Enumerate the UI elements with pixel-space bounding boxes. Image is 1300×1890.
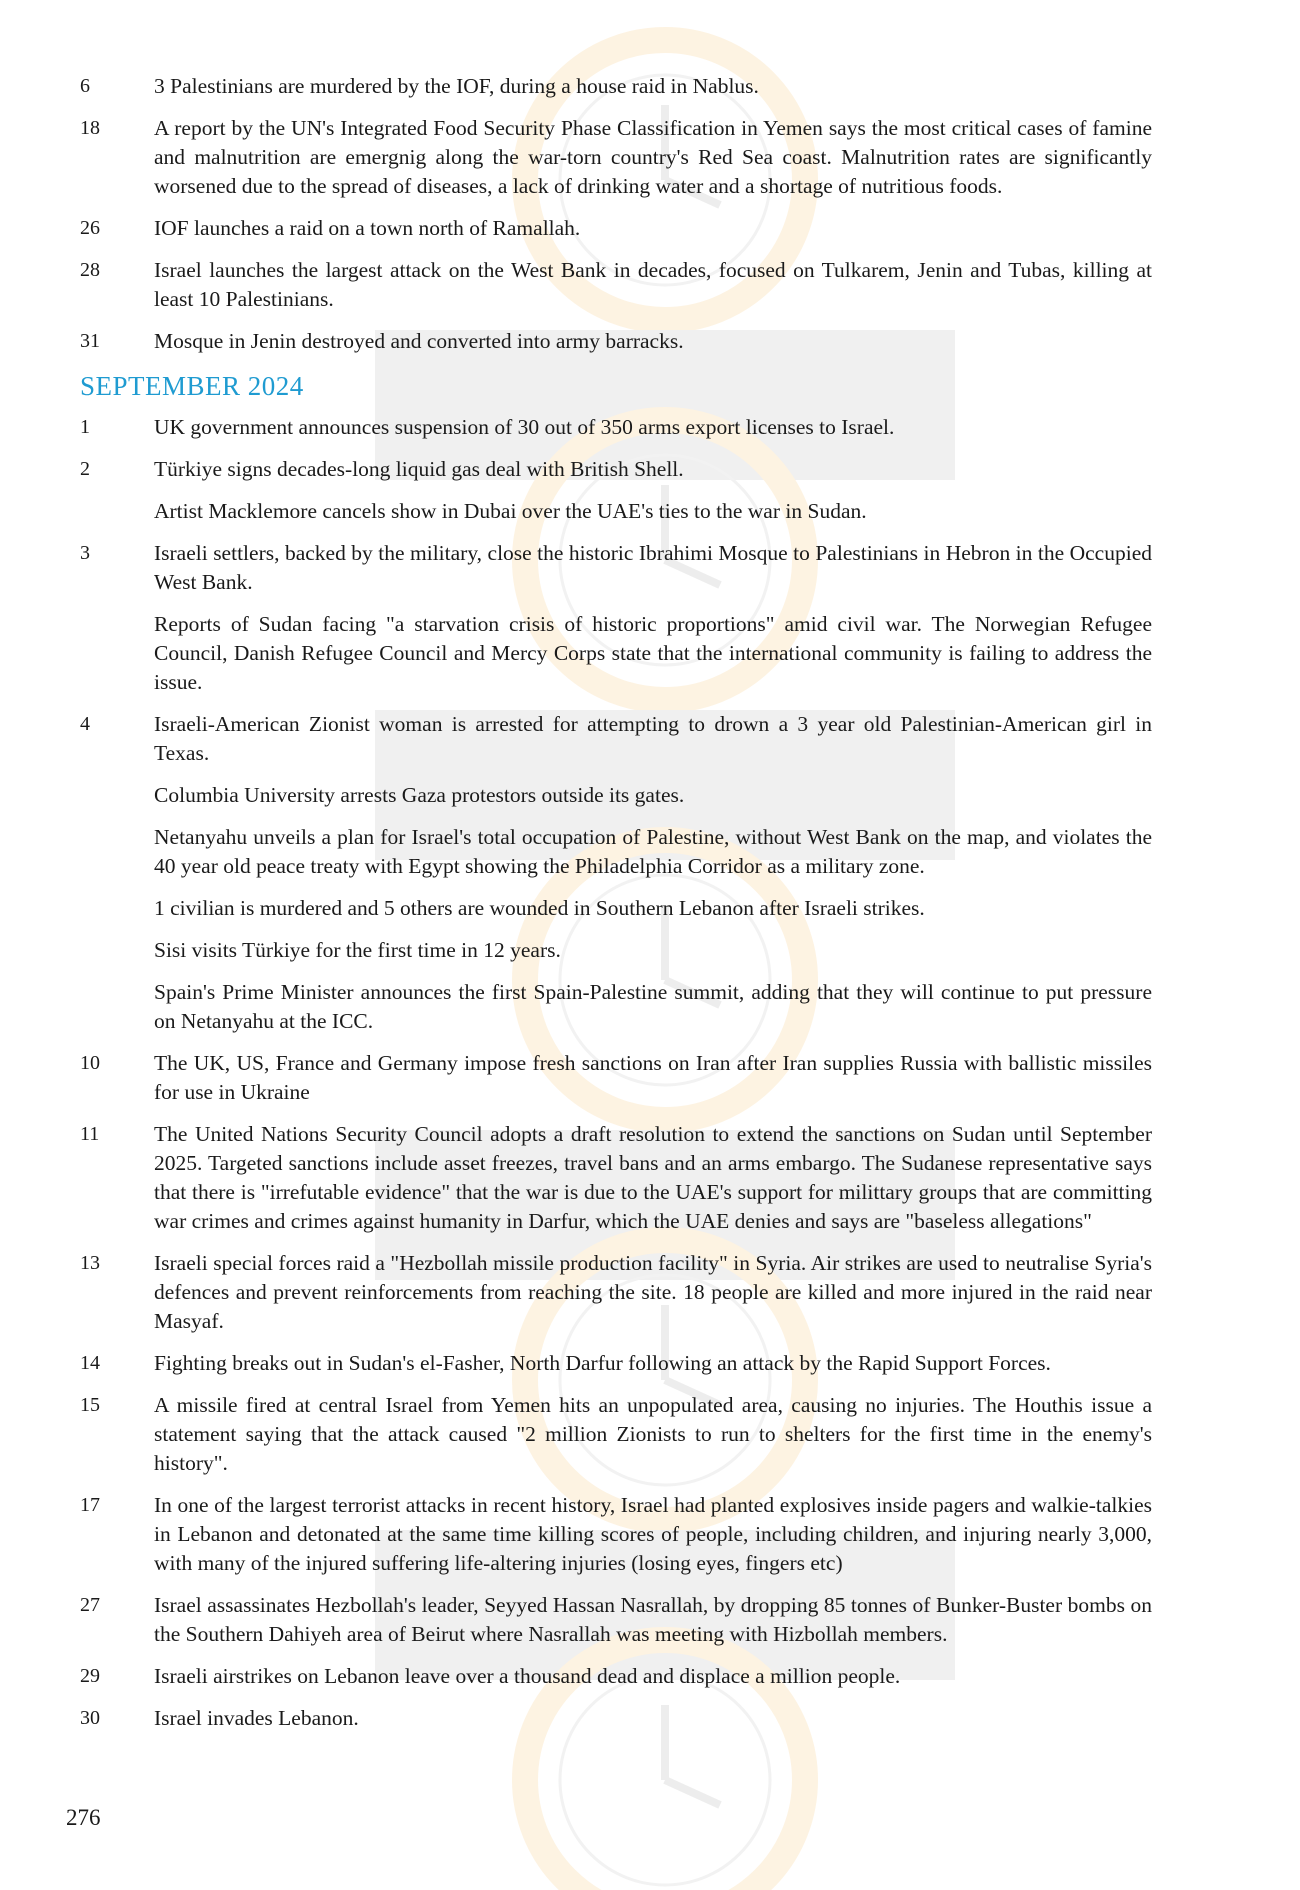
september-entries: [80, 413, 1152, 1733]
entry-text: A missile fired at central Israel from Yemen hits an unpopulated area, causing no injuries. The Houthis issue a statement saying that the attack caused "2 million Zionists to run to shelters for the first time in the enemy's history".: [154, 1393, 1152, 1475]
timeline-entry: [80, 214, 1152, 243]
entry-text: Fighting breaks out in Sudan's el-Fasher, North Darfur following an attack by the Rapid Support Forces.: [154, 1351, 1051, 1375]
entry-day: 6: [80, 75, 90, 97]
entry-day: 27: [80, 1594, 100, 1616]
entry-text: The UK, US, France and Germany impose fresh sanctions on Iran after Iran supplies Russia with ballistic missiles for use in Ukraine: [154, 1051, 1152, 1104]
entry-text: Columbia University arrests Gaza protestors outside its gates.: [154, 783, 685, 807]
august-entries: [80, 72, 1152, 356]
timeline-entry: [80, 823, 1152, 881]
entry-day: 1: [80, 416, 90, 438]
timeline-content: [80, 72, 1152, 1746]
entry-text: Israeli settlers, backed by the military, close the historic Ibrahimi Mosque to Palestinians in Hebron in the Occupied West Bank.: [154, 541, 1152, 594]
timeline-entry: [80, 327, 1152, 356]
timeline-entry: [80, 1049, 1152, 1107]
timeline-entry: [80, 894, 1152, 923]
entry-text: Israel launches the largest attack on the West Bank in decades, focused on Tulkarem, Jenin and Tubas, killing at least 10 Palestinians.: [154, 258, 1152, 311]
entry-day: 29: [80, 1665, 100, 1687]
entry-text: The United Nations Security Council adopts a draft resolution to extend the sanctions on Sudan until September 2025. Targeted sanctions include asset freezes, travel bans and an arms embargo. The Sudanese representative says that there is "irrefutable evidence" that the war is due to the UAE's support for milittary groups that are committing war crimes and crimes against humanity in Darfur, which the UAE denies and says are "baseless allegations": [154, 1122, 1152, 1233]
timeline-entry: [80, 781, 1152, 810]
entry-text: Reports of Sudan facing "a starvation crisis of historic proportions" amid civil war. The Norwegian Refugee Council, Danish Refugee Council and Mercy Corps state that the international community is failing to address the issue.: [154, 612, 1152, 694]
timeline-entry: [80, 1704, 1152, 1733]
timeline-entry: [80, 497, 1152, 526]
entry-day: 30: [80, 1707, 100, 1729]
timeline-entry: [80, 413, 1152, 442]
entry-text: Israeli airstrikes on Lebanon leave over a thousand dead and displace a million people.: [154, 1664, 901, 1688]
entry-day: 4: [80, 713, 90, 735]
entry-text: 3 Palestinians are murdered by the IOF, during a house raid in Nablus.: [154, 74, 759, 98]
timeline-entry: [80, 1591, 1152, 1649]
timeline-entry: [80, 72, 1152, 101]
page-number: 276: [66, 1805, 101, 1830]
timeline-entry: [80, 114, 1152, 201]
entry-day: 17: [80, 1494, 100, 1516]
entry-day: 28: [80, 259, 100, 281]
entry-text: 1 civilian is murdered and 5 others are wounded in Southern Lebanon after Israeli strikes.: [154, 896, 925, 920]
entry-day: 26: [80, 217, 100, 239]
entry-day: 14: [80, 1352, 100, 1374]
timeline-entry: [80, 710, 1152, 768]
timeline-entry: [80, 1491, 1152, 1578]
entry-text: IOF launches a raid on a town north of Ramallah.: [154, 216, 581, 240]
entry-day: 2: [80, 458, 90, 480]
entry-text: Israeli-American Zionist woman is arrested for attempting to drown a 3 year old Palestinian-American girl in Texas.: [154, 712, 1152, 765]
timeline-entry: [80, 539, 1152, 597]
timeline-entry: [80, 1349, 1152, 1378]
entry-text: UK government announces suspension of 30 out of 350 arms export licenses to Israel.: [154, 415, 895, 439]
timeline-entry: [80, 1662, 1152, 1691]
entry-text: Sisi visits Türkiye for the first time in 12 years.: [154, 938, 561, 962]
timeline-entry: [80, 1391, 1152, 1478]
entry-text: In one of the largest terrorist attacks in recent history, Israel had planted explosives inside pagers and walkie-talkies in Lebanon and detonated at the same time killing scores of people, including children, and injuring nearly 3,000, with many of the injured suffering life-altering injuries (losing eyes, fingers etc): [154, 1493, 1152, 1575]
timeline-entry: [80, 978, 1152, 1036]
timeline-entry: [80, 936, 1152, 965]
month-heading: SEPTEMBER 2024: [80, 371, 304, 401]
entry-day: 11: [80, 1123, 100, 1145]
timeline-entry: [80, 455, 1152, 484]
entry-text: Israel invades Lebanon.: [154, 1706, 359, 1730]
entry-day: 10: [80, 1052, 100, 1074]
entry-text: Mosque in Jenin destroyed and converted into army barracks.: [154, 329, 684, 353]
entry-text: A report by the UN's Integrated Food Security Phase Classification in Yemen says the most critical cases of famine and malnutrition are emergnig along the war-torn country's Red Sea coast. Malnutrition rates are significantly worsened due to the spread of diseases, a lack of drinking water and a shortage of nutritious foods.: [154, 116, 1152, 198]
entry-text: Israeli special forces raid a "Hezbollah missile production facility" in Syria. Air strikes are used to neutralise Syria's defences and prevent reinforcements from reaching the site. 18 people are killed and more injured in the raid near Masyaf.: [154, 1251, 1152, 1333]
entry-text: Spain's Prime Minister announces the first Spain-Palestine summit, adding that they will continue to put pressure on Netanyahu at the ICC.: [154, 980, 1152, 1033]
entry-text: Israel assassinates Hezbollah's leader, Seyyed Hassan Nasrallah, by dropping 85 tonnes of Bunker-Buster bombs on the Southern Dahiyeh area of Beirut where Nasrallah was meeting with Hizbollah members.: [154, 1593, 1152, 1646]
timeline-entry: [80, 1120, 1152, 1236]
entry-text: Artist Macklemore cancels show in Dubai over the UAE's ties to the war in Sudan.: [154, 499, 867, 523]
entry-day: 13: [80, 1252, 100, 1274]
entry-text: Türkiye signs decades-long liquid gas deal with British Shell.: [154, 457, 684, 481]
timeline-entry: [80, 256, 1152, 314]
timeline-entry: [80, 610, 1152, 697]
timeline-entry: [80, 1249, 1152, 1336]
entry-day: 18: [80, 117, 100, 139]
entry-day: 15: [80, 1394, 100, 1416]
entry-day: 3: [80, 542, 90, 564]
entry-day: 31: [80, 330, 100, 352]
entry-text: Netanyahu unveils a plan for Israel's total occupation of Palestine, without West Bank on the map, and violates the 40 year old peace treaty with Egypt showing the Philadelphia Corridor as a military zone.: [154, 825, 1152, 878]
